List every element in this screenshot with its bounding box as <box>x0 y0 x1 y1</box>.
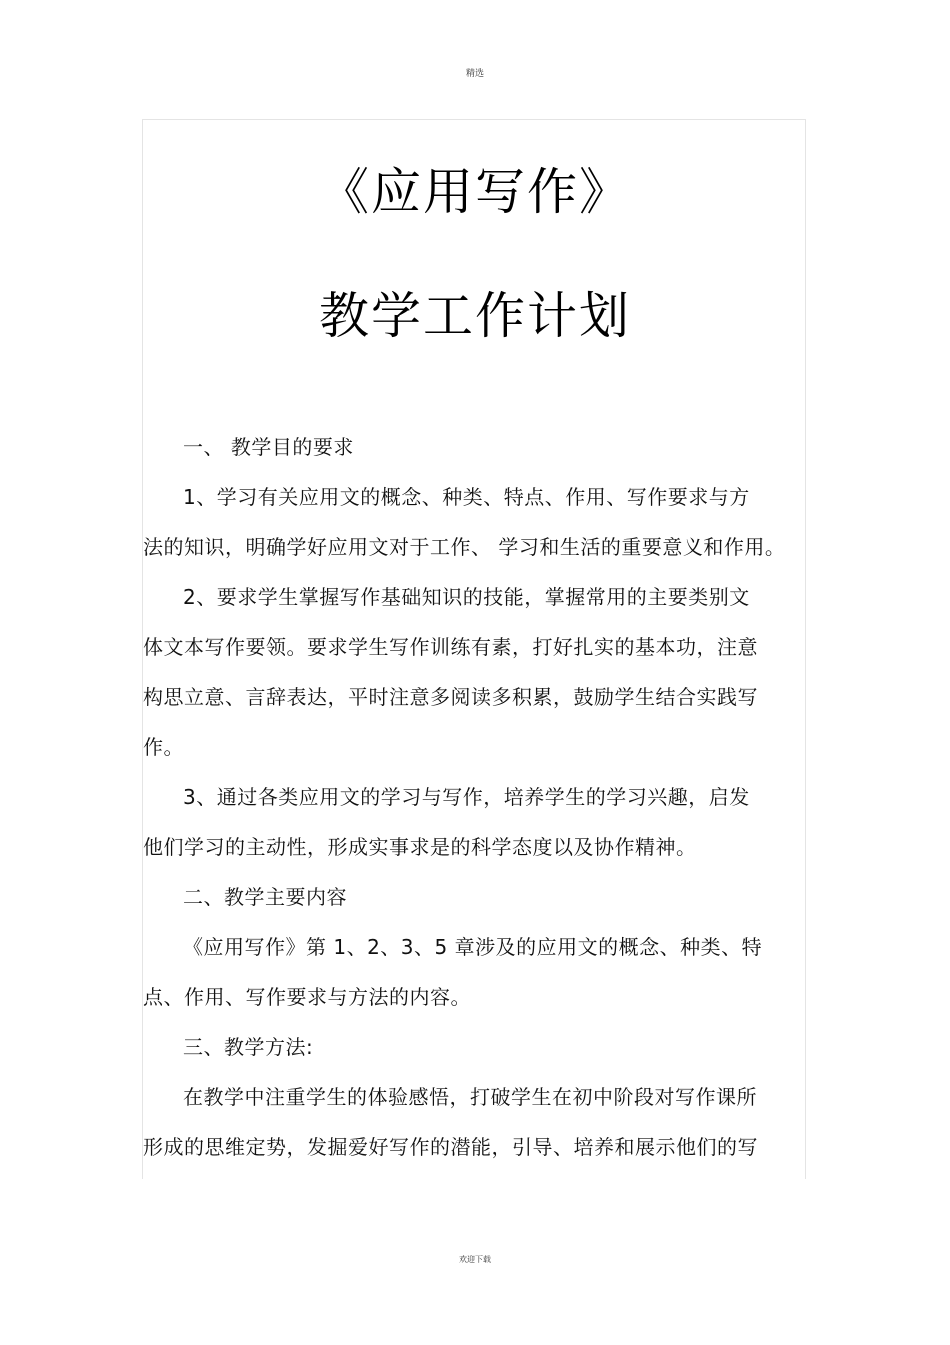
paragraph-line: 构思立意、言辞表达，平时注意多阅读多积累，鼓励学生结合实践写 <box>143 685 758 709</box>
paragraph-line: 《应用写作》第 1、2、3、5 章涉及的应用文的概念、种类、特 <box>183 935 763 959</box>
paragraph-line: 他们学习的主动性，形成实事求是的科学态度以及协作精神。 <box>143 835 697 859</box>
header-watermark: 精选 <box>465 69 484 79</box>
footer-watermark: 欢迎下载 <box>459 1255 491 1264</box>
paragraph-line: 作。 <box>143 735 184 759</box>
section-heading-1: 一、 教学目的要求 <box>183 435 354 459</box>
document-subtitle: 教学工作计划 <box>319 287 631 345</box>
document-title: 《应用写作》 <box>319 163 631 221</box>
paragraph-line: 2、要求学生掌握写作基础知识的技能，掌握常用的主要类别文 <box>183 585 750 609</box>
paragraph-line: 点、作用、写作要求与方法的内容。 <box>143 985 471 1009</box>
paragraph-line: 1、学习有关应用文的概念、种类、特点、作用、写作要求与方 <box>183 485 750 509</box>
paragraph-line: 在教学中注重学生的体验感悟，打破学生在初中阶段对写作课所 <box>183 1085 757 1109</box>
paragraph-line: 法的知识，明确学好应用文对于工作、 学习和生活的重要意义和作用。 <box>143 535 786 559</box>
paragraph-line: 形成的思维定势，发掘爱好写作的潜能，引导、培养和展示他们的写 <box>143 1135 758 1159</box>
paragraph-line: 3、通过各类应用文的学习与写作，培养学生的学习兴趣，启发 <box>183 785 750 809</box>
section-heading-3: 三、教学方法: <box>183 1035 314 1059</box>
paragraph-line: 体文本写作要领。要求学生写作训练有素，打好扎实的基本功，注意 <box>143 635 758 659</box>
document-body <box>143 422 793 1172</box>
section-heading-2: 二、教学主要内容 <box>183 885 347 909</box>
